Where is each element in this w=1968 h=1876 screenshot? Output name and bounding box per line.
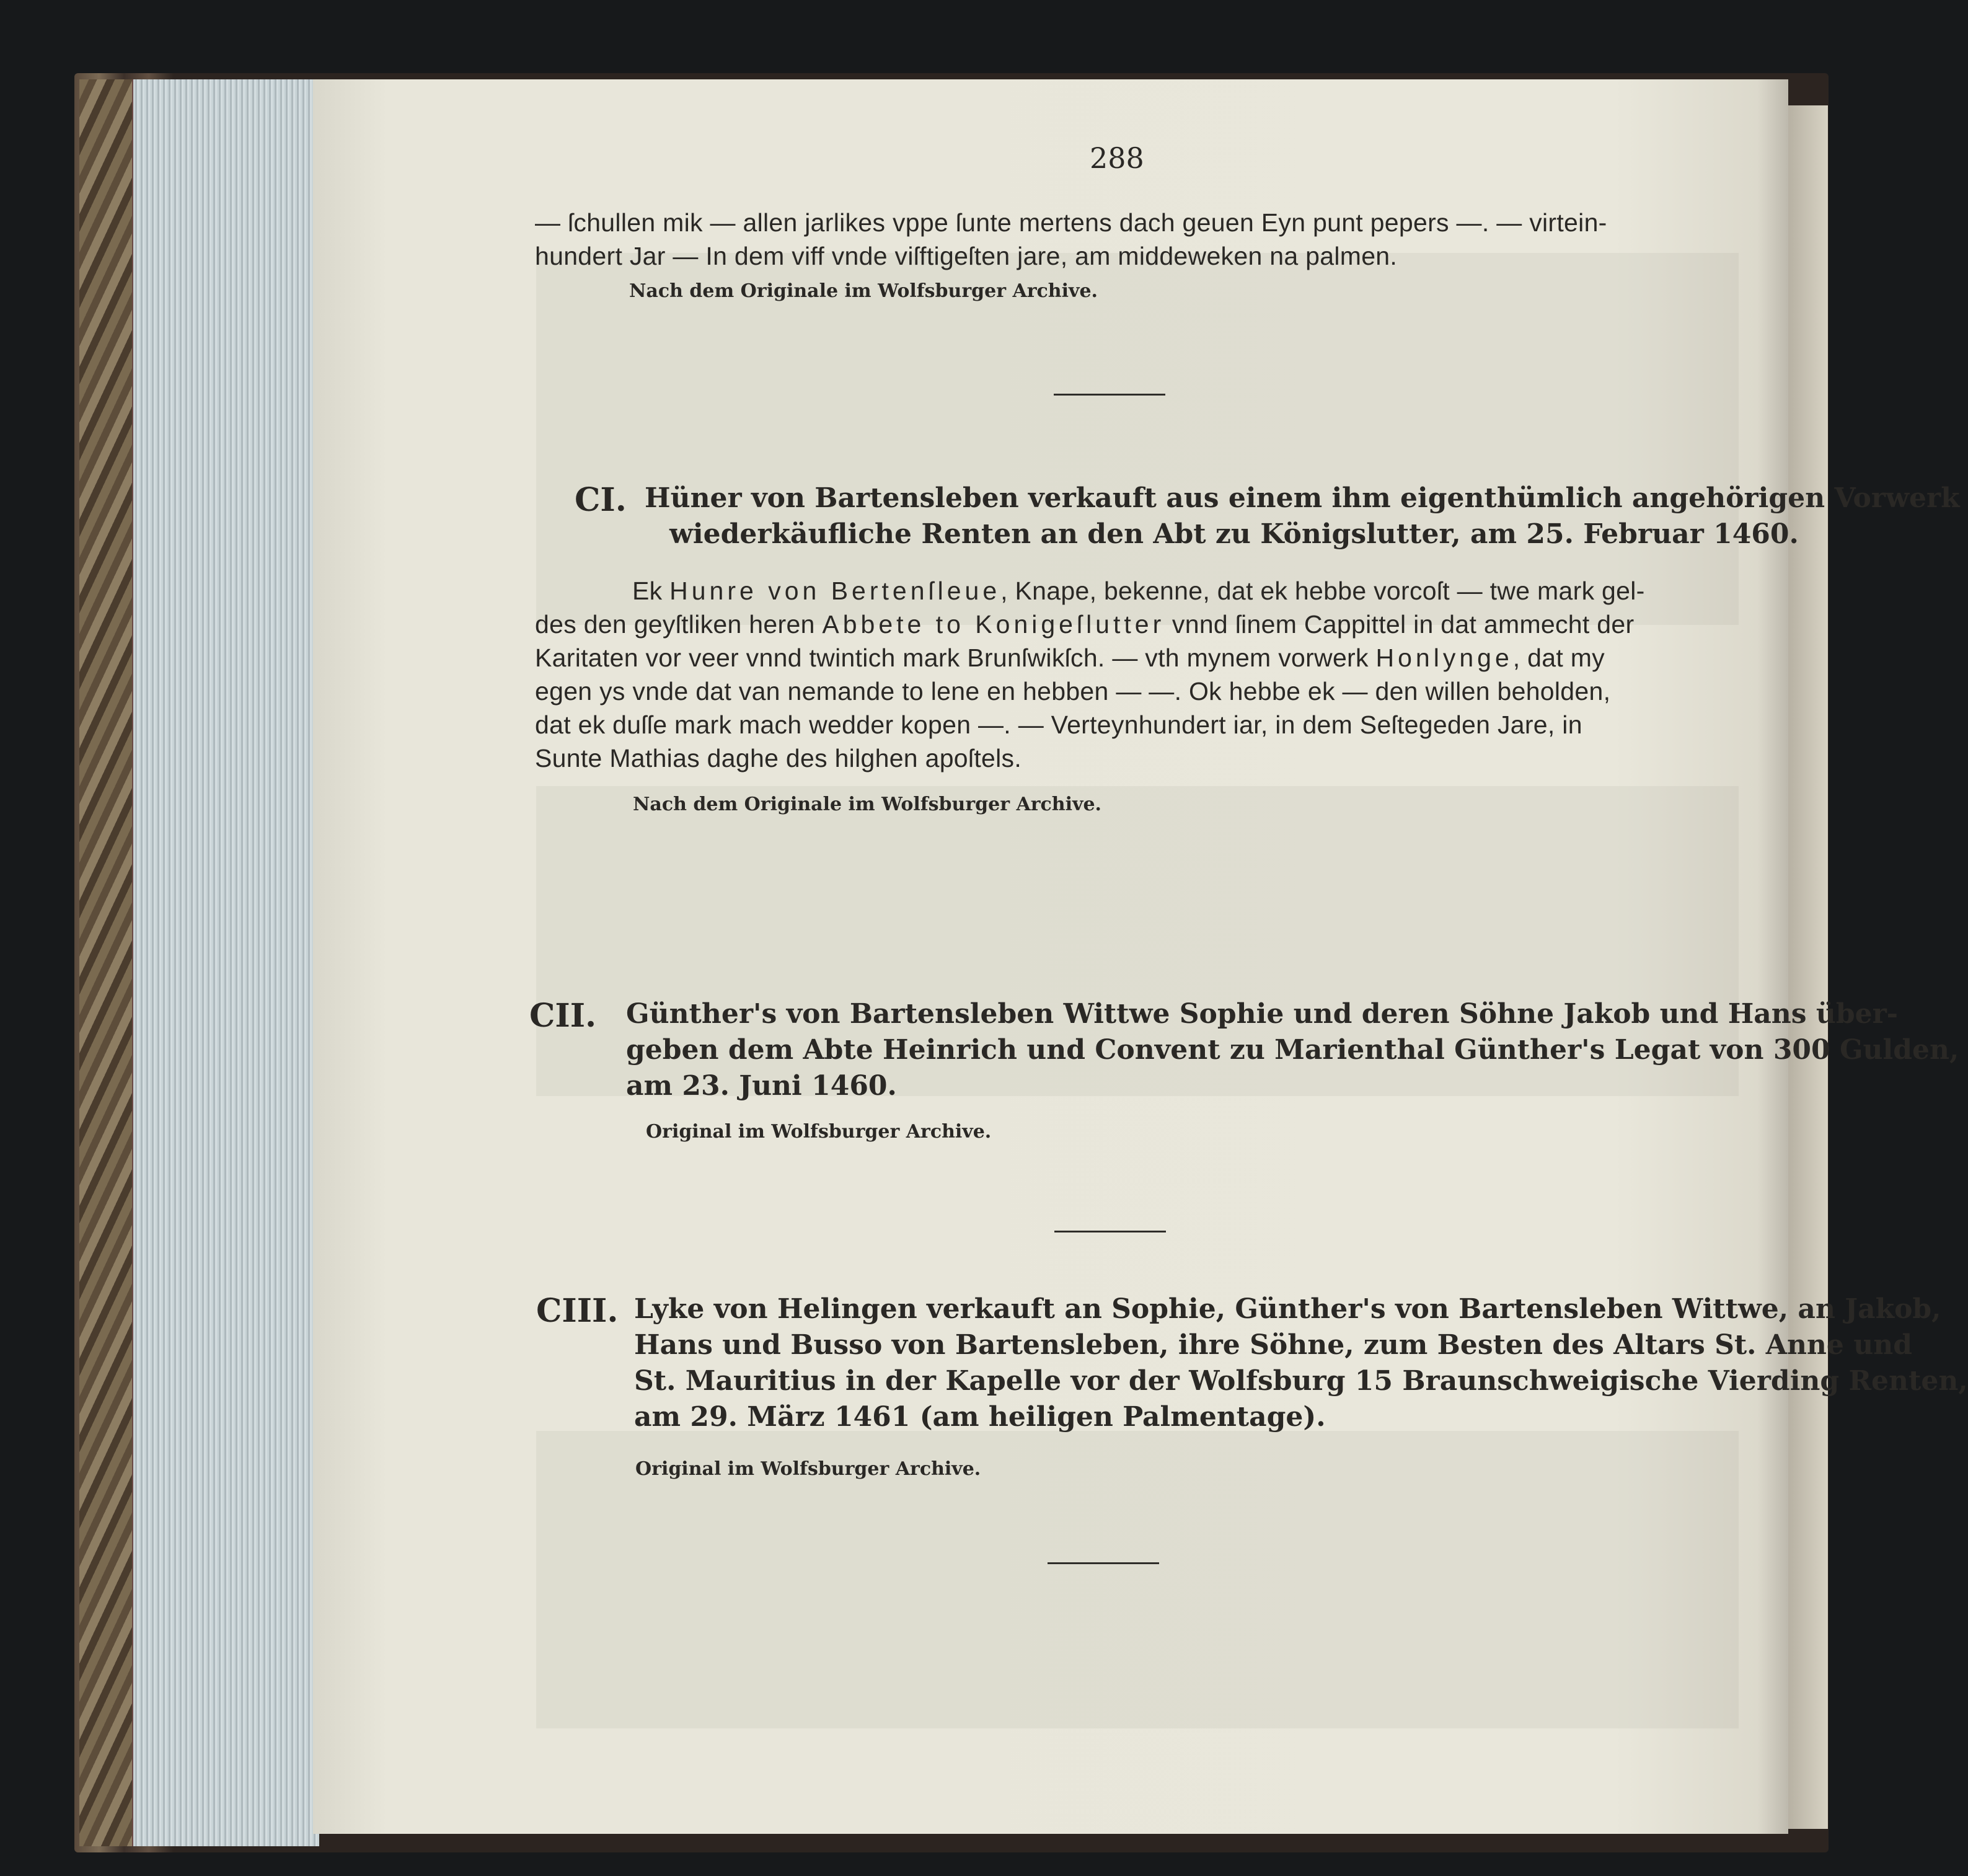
book-page — [313, 79, 1968, 1834]
document-number: CI. — [575, 481, 627, 519]
marbled-edge — [79, 79, 136, 1846]
text-run: egen ys vnde dat van nemande to lene en hebben — —. Ok hebbe ek — den willen beholden, — [535, 677, 1611, 706]
text-run: Sunte Mathias daghe des hilghen apoſtels. — [535, 744, 1022, 772]
document-title-line: Günther's von Bartensleben Wittwe Sophie und deren Söhne Jakob und Hans über- — [626, 998, 1899, 1030]
right-page-edge — [1788, 105, 1828, 1829]
document-title-line: Lyke von Helingen verkauft an Sophie, Günther's von Bartensleben Wittwe, an Jakob, — [634, 1293, 1941, 1325]
text-run: vnnd ſinem Cappittel in dat ammecht der — [1165, 610, 1635, 639]
section-divider — [1054, 1231, 1166, 1232]
show-through — [536, 253, 1739, 625]
document-text-line — [535, 610, 1634, 639]
section-divider — [1054, 394, 1165, 396]
document-text-line — [535, 644, 1605, 673]
document-title-line: am 23. Juni 1460. — [626, 1070, 897, 1102]
source-note: Original im Wolfsburger Archive. — [646, 1121, 992, 1143]
page-number: 288 — [1090, 141, 1144, 175]
document-title-line: am 29. März 1461 (am heiligen Palmentage). — [634, 1401, 1326, 1433]
document-text-line — [535, 710, 1582, 740]
document-number: CII. — [529, 997, 597, 1035]
document-text-line — [535, 744, 1022, 773]
document-title-line: wiederkäufliche Renten an den Abt zu Königslutter, am 25. Februar 1460. — [669, 518, 1799, 550]
document-title-line: geben dem Abte Heinrich und Convent zu Marienthal Günther's Legat von 300 Gulden, — [626, 1034, 1959, 1066]
document-text-line — [632, 577, 1645, 606]
document-title-line: Hüner von Bartensleben verkauft aus einem ihm eigenthümlich angehörigen Vorwerk — [645, 482, 1960, 514]
page-block-edge — [133, 79, 319, 1846]
section-divider — [1048, 1562, 1159, 1564]
source-note: Original im Wolfsburger Archive. — [635, 1458, 981, 1480]
prev-doc-line-1: — ſchullen mik — allen jarlikes vppe ſunte mertens dach geuen Eyn punt pepers —. — virtein- — [535, 208, 1607, 237]
document-number: CIII. — [536, 1292, 619, 1330]
text-run: Karitaten vor veer vnnd twintich mark Brunſwikſch. — vth mynem vorwerk — [535, 644, 1376, 672]
text-run: , Knape, bekenne, dat ek hebbe vorcoſt — twe mark gel- — [1000, 577, 1645, 605]
spaced-name: Honlynge — [1375, 644, 1513, 672]
text-run: Ek — [632, 577, 670, 605]
spaced-name: Hunre von Bertenſleue — [669, 577, 1001, 605]
document-title-line: St. Mauritius in der Kapelle vor der Wolfsburg 15 Braunschweigische Vierding Renten, — [634, 1365, 1968, 1397]
document-text-line — [535, 677, 1610, 706]
prev-doc-line-2: hundert Jar — In dem viff vnde viſftigeſten jare, am middeweken na palmen. — [535, 242, 1398, 270]
text-run: , dat my — [1512, 644, 1605, 672]
document-title-line: Hans und Busso von Bartensleben, ihre Söhne, zum Besten des Altars St. Anne und — [634, 1329, 1912, 1361]
text-run: dat ek duſſe mark mach wedder kopen —. — Verteynhundert iar, in dem Seſtegeden Jare, in — [535, 710, 1582, 739]
spaced-name: Abbete to Konigeſlutter — [822, 610, 1165, 639]
source-note: Nach dem Originale im Wolfsburger Archive. — [629, 280, 1098, 302]
source-note: Nach dem Originale im Wolfsburger Archive. — [633, 794, 1101, 815]
text-run: des den geyſtliken heren — [535, 610, 823, 639]
